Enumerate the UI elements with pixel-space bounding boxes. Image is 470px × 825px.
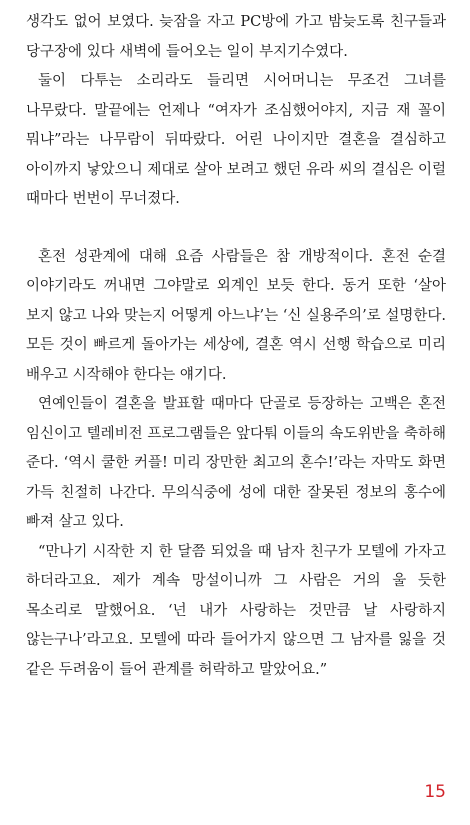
page-body bbox=[26, 8, 446, 685]
paragraph-1: 생각도 없어 보였다. 늦잠을 자고 PC방에 가고 밤늦도록 친구들과 당구장에 있다 새벽에 들어오는 일이 부지기수였다. bbox=[26, 14, 446, 60]
paragraph-2: 둘이 다투는 소리라도 들리면 시어머니는 무조건 그녀를 나무랐다. 말끝에는 언제나 “여자가 조심했어야지, 지금 재 꼴이 뭐냐”라는 나무람이 뒤따랐다. 어린 나이지만 결혼을 결심하고 아이까지 낳았으니 제대로 살아 보려고 했던 유라 씨의 결심은 이럴 때마다 번번이 무너졌다. bbox=[26, 73, 446, 207]
paragraph-4: 연예인들이 결혼을 발표할 때마다 단골로 등장하는 고백은 혼전 임신이고 텔레비전 프로그램들은 앞다퉈 이들의 속도위반을 축하해 준다. ‘역시 쿨한 커플! 미리 장만한 최고의 혼수!’라는 자막도 화면 가득 친절히 나간다. 무의식중에 성에 대한 잘못된 정보의 홍수에 빠져 살고 있다. bbox=[26, 396, 446, 530]
paragraph-5: “만나기 시작한 지 한 달쯤 되었을 때 남자 친구가 모텔에 가자고 하더라고요. 제가 계속 망설이니까 그 사람은 거의 울 듯한 목소리로 말했어요. ‘넌 내가 사랑하는 것만큼 날 사랑하지 않는구나’라고요. 모텔에 따라 들어가지 않으면 그 남자를 잃을 것 같은 두려움이 들어 관계를 허락하고 말았어요.” bbox=[26, 543, 446, 678]
page-number: 15 bbox=[424, 782, 446, 802]
section-break bbox=[26, 215, 446, 243]
paragraph-3: 혼전 성관계에 대해 요즘 사람들은 참 개방적이다. 혼전 순결 이야기라도 꺼내면 그야말로 외계인 보듯 한다. 동거 또한 ‘살아 보지 않고 나와 맞는지 어떻게 아느냐’는 ‘신 실용주의’로 설명한다. 모든 것이 빠르게 돌아가는 세상에, 결혼 역시 선행 학습으로 미리 배우고 시작해야 한다는 얘기다. bbox=[26, 248, 446, 383]
